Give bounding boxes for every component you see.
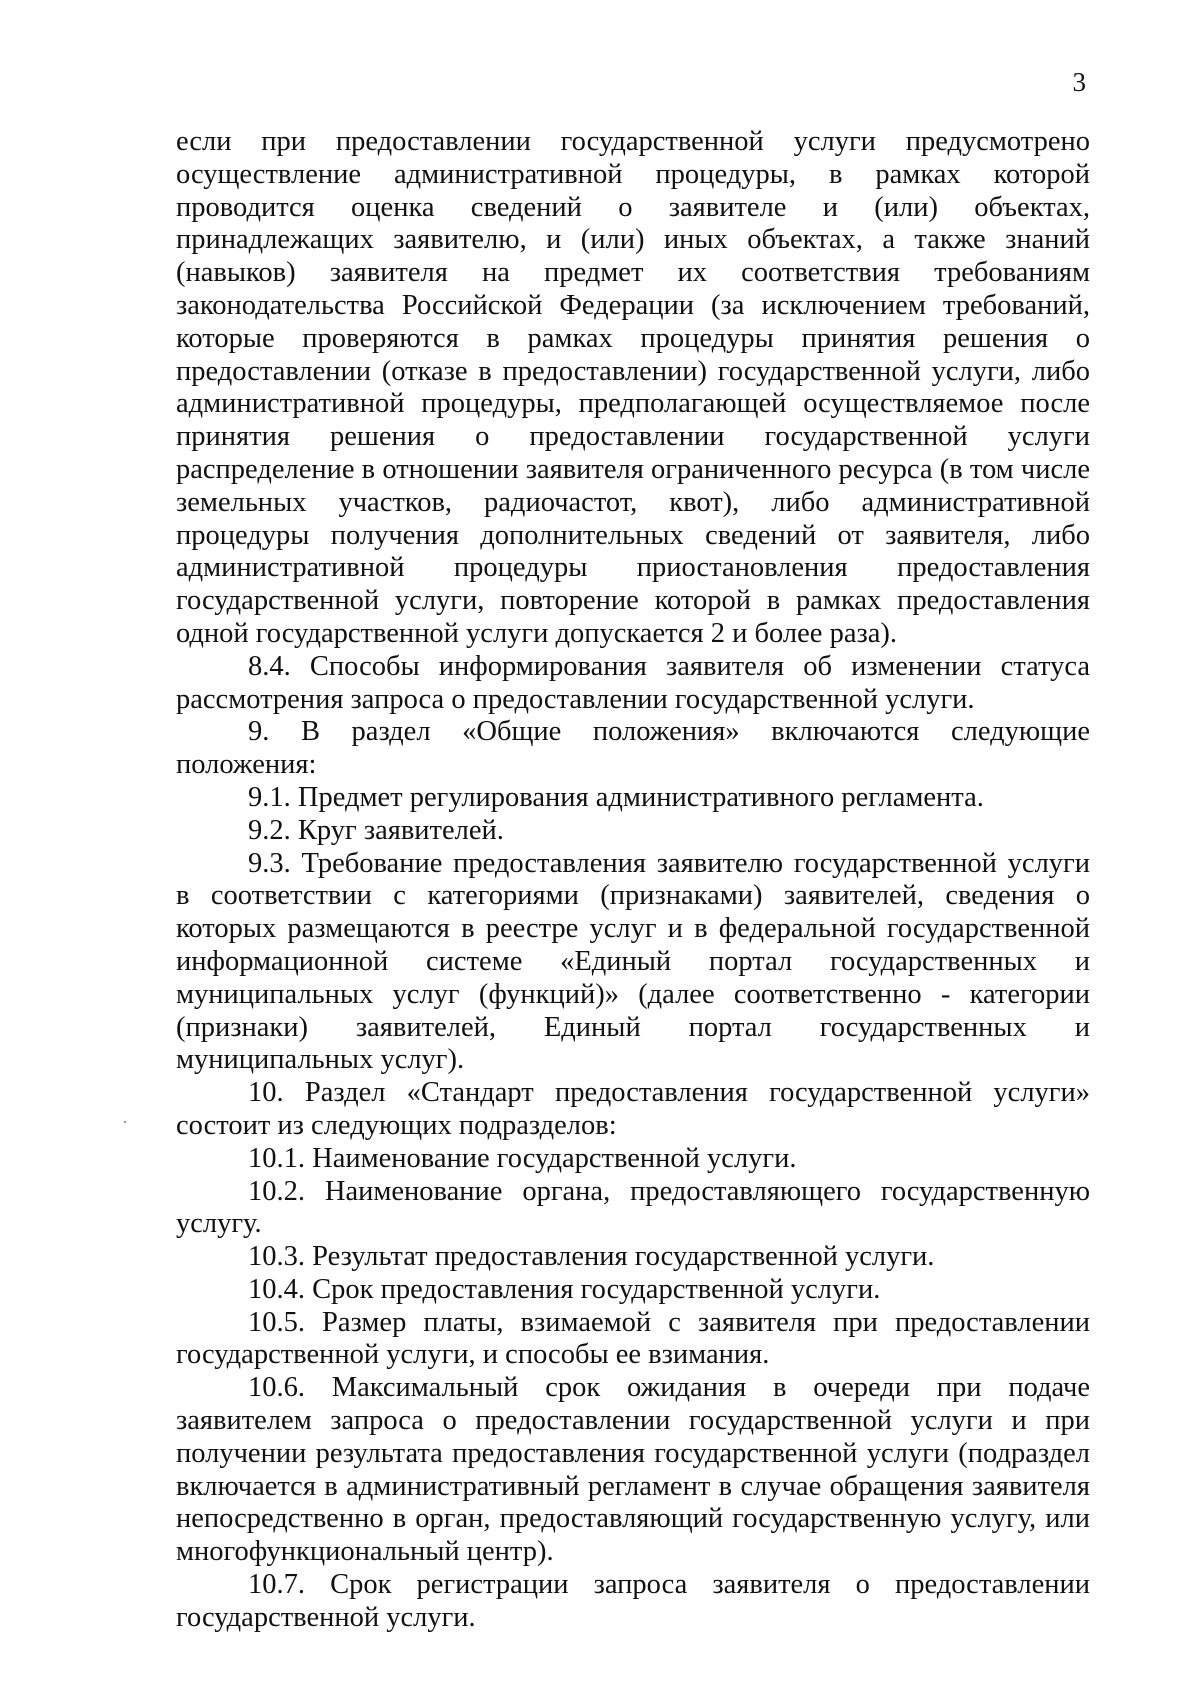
- page-number: 3: [1072, 67, 1086, 97]
- paragraph-10-5: 10.5. Размер платы, взимаемой с заявителя при предоставлении государственной услуги, и способы ее взимания.: [176, 1306, 1090, 1371]
- paragraph-10-3: 10.3. Результат предоставления государственной услуги.: [248, 1241, 935, 1273]
- paragraph-10-6: 10.6. Максимальный срок ожидания в очереди при подаче заявителем запроса о предоставлении государственной услуги и при получении результата предоставления государственной услуги (подраздел включается в административный регламент в случае обращения заявителя непосредственно в орган, предоставляющий государственную услугу, или многофункциональный центр).: [176, 1372, 1090, 1568]
- margin-mark: [124, 1121, 126, 1123]
- paragraph-8-4: 8.4. Способы информирования заявителя об изменении статуса рассмотрения запроса о предоставлении государственной услуги.: [176, 650, 1090, 715]
- paragraph-10-2: 10.2. Наименование органа, предоставляющего государственную услугу.: [176, 1175, 1090, 1240]
- paragraph-10: 10. Раздел «Стандарт предоставления государственной услуги» состоит из следующих подразделов:: [176, 1077, 1090, 1141]
- paragraph-10-4: 10.4. Срок предоставления государственной услуги.: [248, 1273, 881, 1305]
- paragraph-9-3: 9.3. Требование предоставления заявителю государственной услуги в соответствии с категориями (признаками) заявителей, сведения о которых размещаются в реестре услуг и в федеральной государственной информационной системе «Единый портал государственных и муниципальных услуг (функций)» (далее соответственно - категории (признаки) заявителей, Единый портал государственных и муниципальных услуг).: [176, 847, 1090, 1076]
- paragraph-9-1: 9.1. Предмет регулирования административного регламента.: [248, 781, 984, 813]
- paragraph-10-7: 10.7. Срок регистрации запроса заявителя о предоставлении государственной услуги.: [176, 1569, 1090, 1633]
- document-body: [176, 126, 1090, 1635]
- paragraph-9: 9. В раздел «Общие положения» включаются следующие положения:: [176, 716, 1090, 781]
- paragraph-continuation: если при предоставлении государственной услуги предусмотрено осуществление административной процедуры, в рамках которой проводится оценка сведений о заявителе и (или) объектах, принадлежащих заявителю, и (или) иных объектах, а также знаний (навыков) заявителя на предмет их соответствия требованиям законодательства Российской Федерации (за исключением требований, которые проверяются в рамках процедуры принятия решения о предоставлении (отказе в предоставлении) государственной услуги, либо административной процедуры, предполагающей осуществляемое после принятия решения о предоставлении государственной услуги распределение в отношении заявителя ограниченного ресурса (в том числе земельных участков, радиочастот, квот), либо административной процедуры получения дополнительных сведений от заявителя, либо административной процедуры приостановления предоставления государственной услуги, повторение которой в рамках предоставления одной государственной услуги допускается 2 и более раза).: [176, 126, 1090, 649]
- paragraph-10-1: 10.1. Наименование государственной услуги.: [248, 1142, 797, 1174]
- paragraph-9-2: 9.2. Круг заявителей.: [248, 814, 504, 846]
